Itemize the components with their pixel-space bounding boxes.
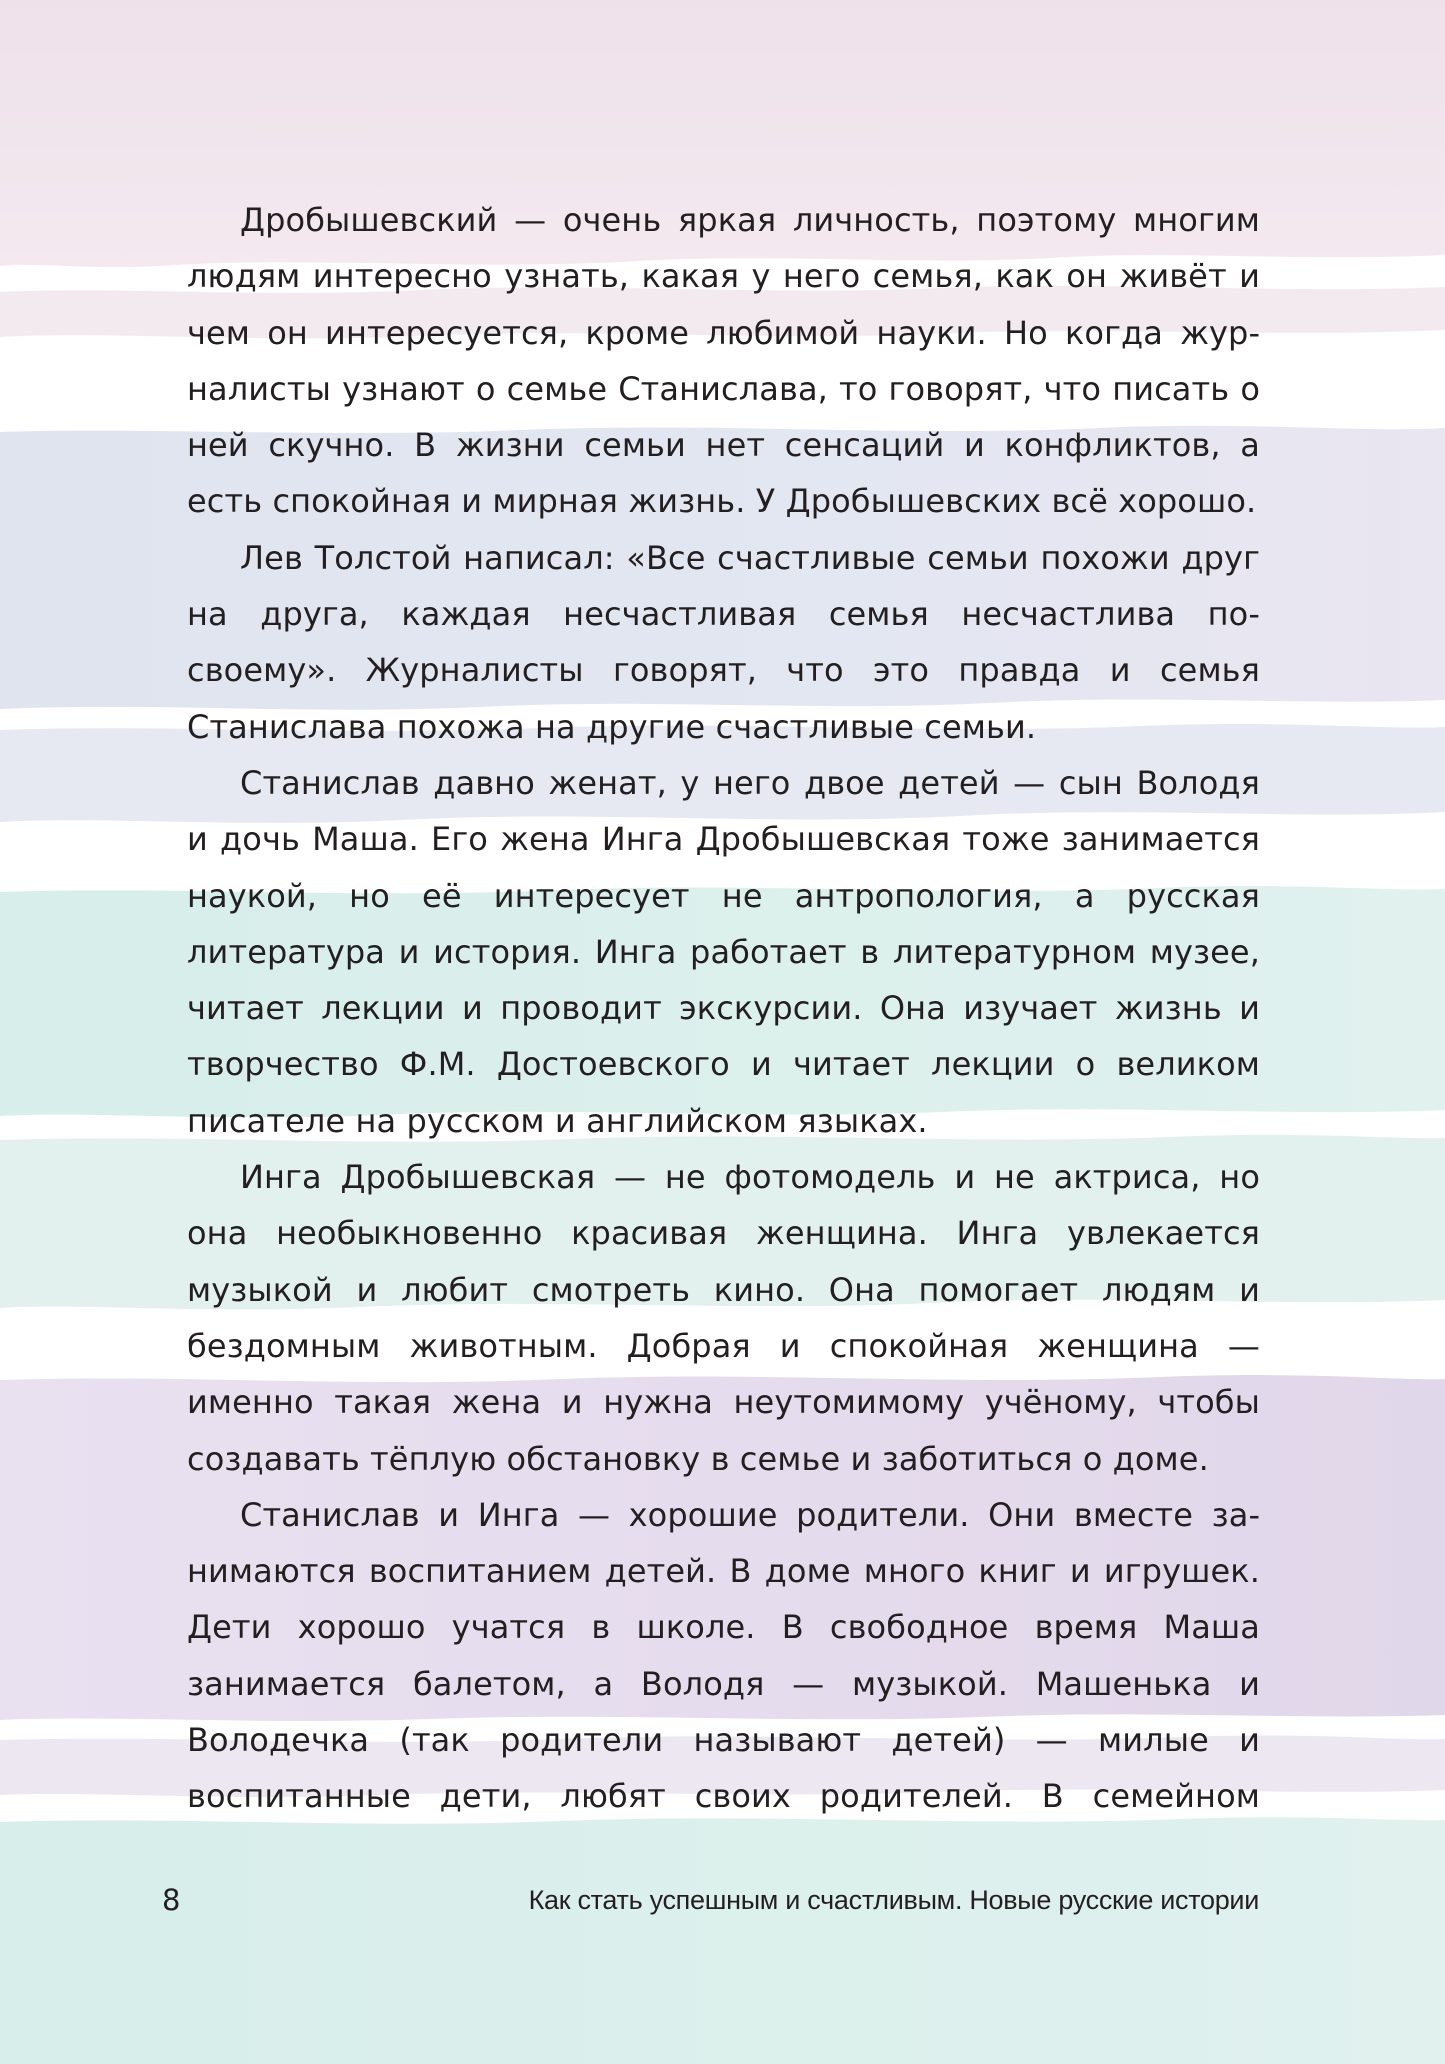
page-footer — [162, 1880, 1259, 1920]
page-number: 8 — [162, 1883, 181, 1917]
stripe-teal-bottom — [0, 1817, 1445, 2064]
paragraph-3: Станислав давно женат, у него двое детей — сын Володя и дочь Маша. Его жена Инга Дробышевская тоже занимается наукой, но её интересует не антропология, а русская литература и история. Инга работает в литературном музее, читает лекции и проводит экскурсии. Она изучает жизнь и творчество Ф.М. Достоевского и читает лекции о великом писателе на русском и английском языках. — [187, 763, 1260, 1140]
paragraph-1: Дробышевский — очень яркая личность, поэтому многим людям интересно узнать, какая у него семья, как он живёт и чем он интересуется, кроме любимой науки. Но когда журналисты узнают о семье Станислава, то говорят, что писать о ней скучно. В жизни семьи нет сенсаций и конфликтов, а есть спокойная и мирная жизнь. У Дробышевских всё хорошо. — [187, 201, 1260, 521]
page-body — [187, 192, 1260, 1825]
paragraph-4: Инга Дробышевская — не фотомодель и не актриса, но она необыкновенно красивая женщина. Инга увлекается музыкой и любит смотреть кино. Она помогает людям и бездомным животным. Добрая и спокойная женщина — именно такая жена и нужна неутомимому учёному, чтобы создавать тёплую обстановку в семье и заботиться о доме. — [187, 1158, 1260, 1478]
paragraph-5: Станислав и Инга — хорошие родители. Они вместе занимаются воспитанием детей. В доме много книг и игрушек. Дети хорошо учатся в школе. В свободное время Маша занимается балетом, а Володя — музыкой. Машенька и Володечка (так родители называют детей) — милые и воспитанные дети, любят своих родителей. В семейном — [187, 1495, 1260, 1816]
paragraph-2: Лев Толстой написал: «Все счастливые семьи похожи друг на друга, каждая несчастливая семья несчастлива по-своему». Журналисты говорят, что это правда и семья Станислава похожа на другие счастливые семьи. — [187, 538, 1260, 746]
running-title: Как стать успешным и счастливым. Новые русские истории — [528, 1884, 1259, 1915]
